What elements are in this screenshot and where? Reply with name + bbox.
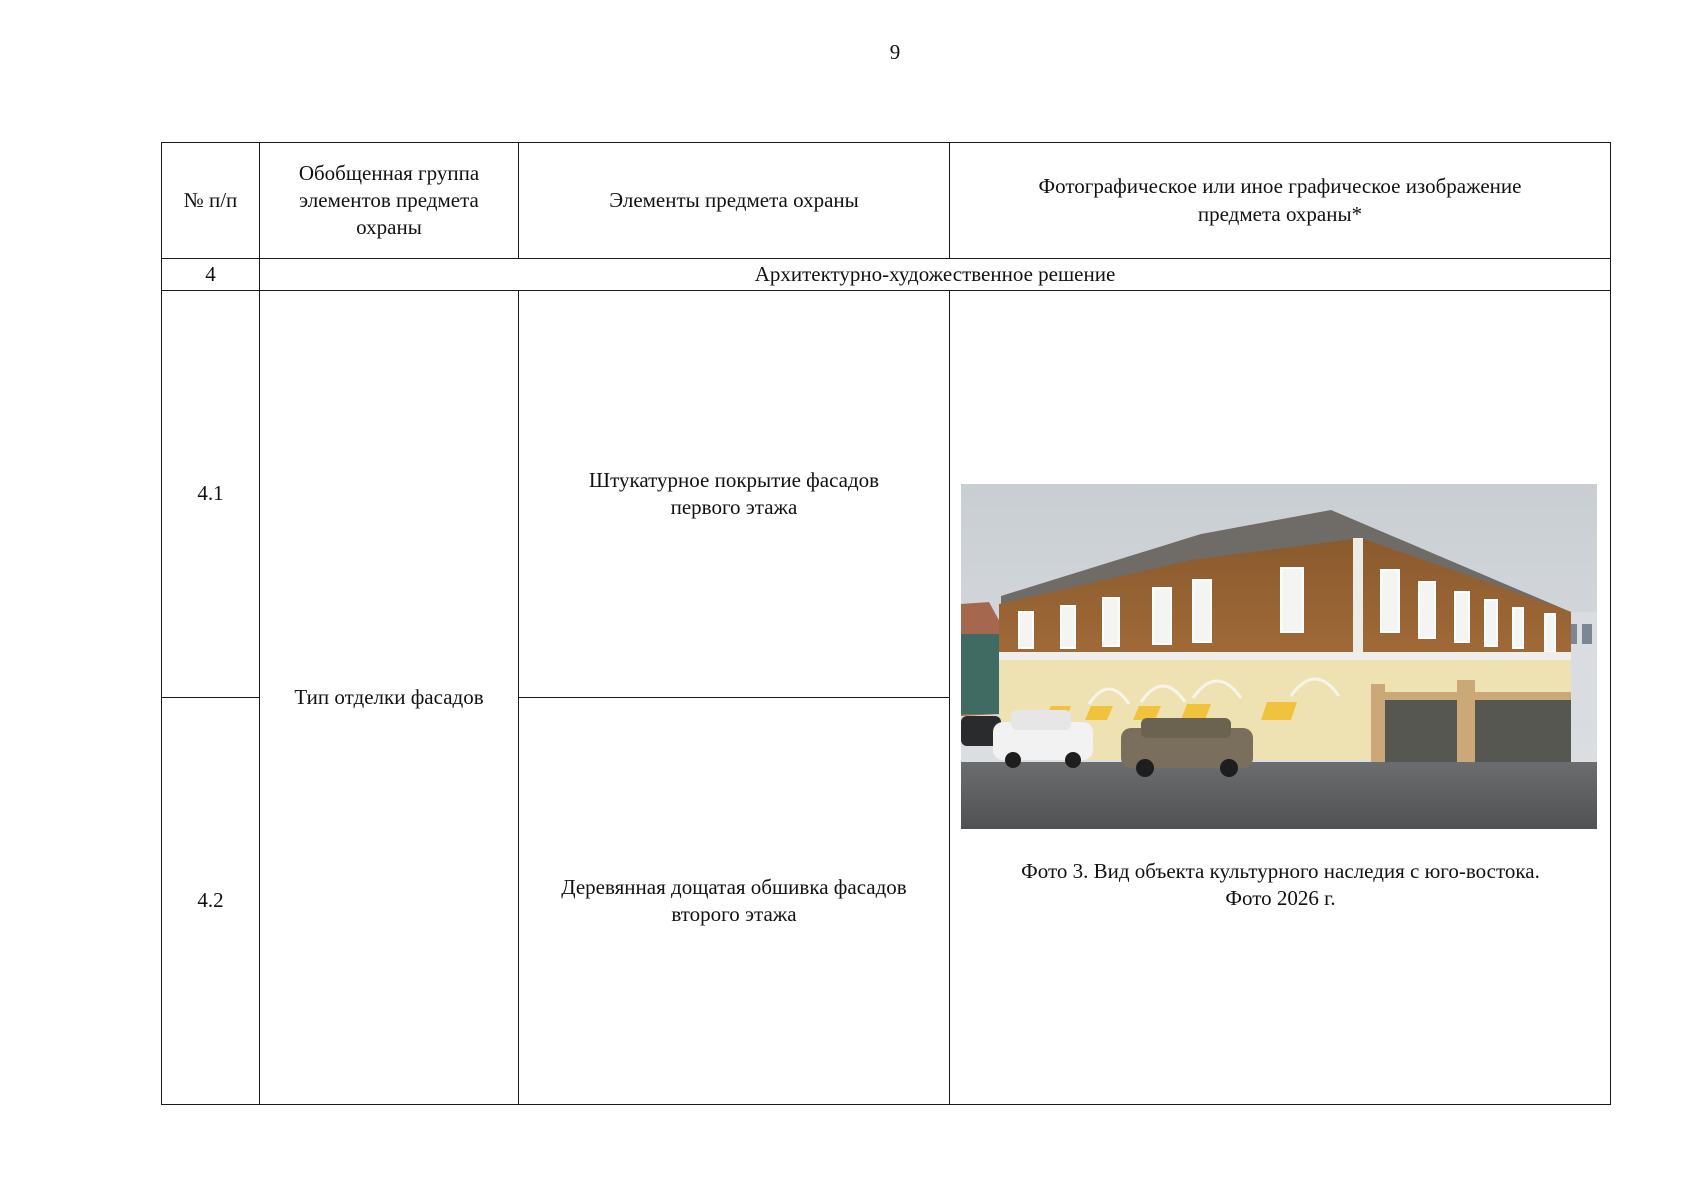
photo-caption-line-2: Фото 2026 г.	[1225, 886, 1336, 911]
section-title: Архитектурно-художественное решение	[260, 259, 1611, 291]
protection-table	[161, 142, 1611, 1105]
row-num-4-2: 4.2	[162, 698, 260, 1105]
photo-cell	[950, 291, 1611, 1105]
photo-caption	[950, 858, 1611, 913]
section-row	[162, 259, 1611, 291]
header-group-line-2: элементов предмета	[299, 187, 479, 212]
element-cell-4-2	[519, 698, 950, 1105]
header-group	[260, 143, 519, 259]
section-num: 4	[162, 259, 260, 291]
element-4-2-line-1: Деревянная дощатая обшивка фасадов	[561, 874, 907, 899]
group-cell: Тип отделки фасадов	[260, 291, 519, 1105]
header-photo	[950, 143, 1611, 259]
header-group-line-1: Обобщенная группа	[298, 160, 480, 185]
header-elements: Элементы предмета охраны	[519, 143, 950, 259]
building-photo-image	[961, 484, 1597, 829]
header-group-line-3: охраны	[356, 215, 422, 240]
header-photo-line-2: предмета охраны*	[1197, 201, 1363, 226]
header-num: № п/п	[162, 143, 260, 259]
element-4-2-line-2: второго этажа	[671, 902, 797, 926]
photo-caption-line-1: Фото 3. Вид объекта культурного наследия с юго-востока.	[1021, 859, 1540, 883]
element-4-1-line-2: первого этажа	[670, 495, 798, 519]
table-row	[162, 291, 1611, 698]
row-num-4-1: 4.1	[162, 291, 260, 698]
table-header-row	[162, 143, 1611, 259]
building-photo	[961, 484, 1597, 829]
page-number: 9	[889, 40, 901, 64]
header-photo-line-1: Фотографическое или иное графическое изображение	[1038, 174, 1522, 199]
element-cell-4-1	[519, 291, 950, 698]
element-4-1-line-1: Штукатурное покрытие фасадов	[588, 467, 880, 492]
